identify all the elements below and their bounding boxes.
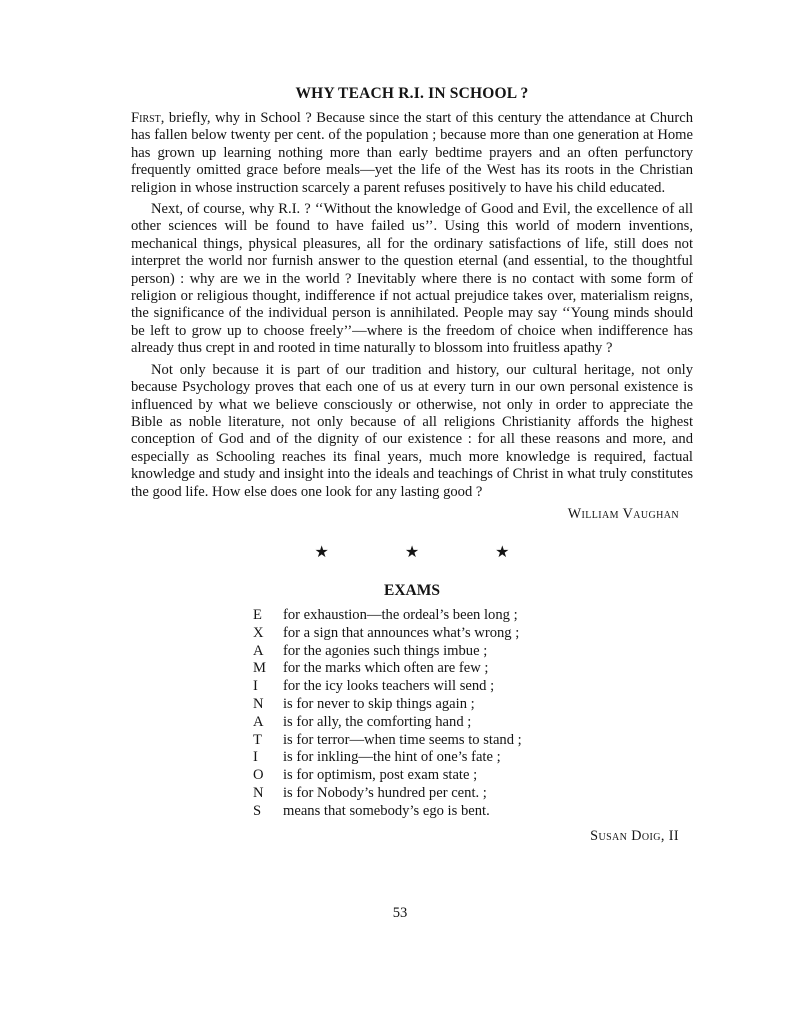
poem-line-text: for the marks which often are few ; xyxy=(283,660,489,677)
poem-line xyxy=(253,803,693,821)
article-paragraph-1 xyxy=(131,110,693,197)
acrostic-letter: I xyxy=(253,749,258,766)
acrostic-letter: A xyxy=(253,642,264,659)
poem-title: EXAMS xyxy=(384,581,440,599)
poem-line-text: is for Nobody’s hundred per cent. ; xyxy=(283,784,487,801)
poem-line-text: for the icy looks teachers will send ; xyxy=(283,678,495,695)
poem-line-text: is for inkling—the hint of one’s fate ; xyxy=(283,749,501,766)
poem xyxy=(253,607,693,821)
acrostic-letter: N xyxy=(253,784,264,801)
acrostic-letter: E xyxy=(253,606,262,623)
acrostic-letter: O xyxy=(253,767,264,784)
acrostic-letter: I xyxy=(253,678,258,695)
acrostic-letter: T xyxy=(253,731,262,748)
page-number: 53 xyxy=(392,905,408,921)
poem-author: Susan Doig, II xyxy=(590,827,679,844)
poem-line-text: for the agonies such things imbue ; xyxy=(283,642,488,659)
poem-line xyxy=(253,714,693,732)
poem-line-text: is for ally, the comforting hand ; xyxy=(283,713,472,730)
poem-line xyxy=(253,732,693,750)
acrostic-letter: M xyxy=(253,660,266,677)
acrostic-letter: A xyxy=(253,713,264,730)
first-word: First xyxy=(131,110,161,126)
poem-line-text: is for never to skip things again ; xyxy=(283,695,475,712)
page-content xyxy=(131,84,693,845)
poem-line xyxy=(253,643,693,661)
poem-line xyxy=(253,767,693,785)
section-separator: ★ ★ ★ xyxy=(314,543,546,561)
poem-line xyxy=(253,678,693,696)
acrostic-letter: S xyxy=(253,802,262,819)
article-paragraph-2: Next, of course, why R.I. ? ‘‘Without the knowledge of Good and Evil, the excellence of all other sciences will be found to have failed us’’. Using this world of modern inventions, mechanical things, physical pleasures, all for the ordinary satisfactions of life, still does not interpret the world nor furnish answer to the question eternal (and essential, to the thoughtful person) : why are we in the world ? Inevitably where there is no contact with some form of religion or religious thought, indifference if not actual prejudice takes over, materialism reigns, the significance of the individual person is annihilated. People may say ‘‘Young minds should be left to grow up to choose freely’’—where is the freedom of choice when indifference has already thus crept in and rooted in time naturally to blossom into fruitless apathy ? xyxy=(131,201,693,357)
article-author: William Vaughan xyxy=(567,505,679,522)
acrostic-letter: N xyxy=(253,695,264,712)
poem-line xyxy=(253,696,693,714)
poem-line-text: means that somebody’s ego is bent. xyxy=(283,802,490,819)
poem-line-text: for exhaustion—the ordeal’s been long ; xyxy=(283,606,518,623)
poem-line-text: for a sign that announces what’s wrong ; xyxy=(283,624,520,641)
article-title: WHY TEACH R.I. IN SCHOOL ? xyxy=(295,85,529,102)
article-paragraph-3: Not only because it is part of our tradition and history, our cultural heritage, not only because Psychology proves that each one of us at every turn in our own personal existence is influenced by what we believe consciously or otherwise, not only in order to appreciate the Bible as noble literature, not only because of all religions Christianity affords the highest conception of God and of the dignity of our existence : for all these reasons and more, and especially as Schooling reaches its final years, much more knowledge is required, factual knowledge and study and insight into the ideals and teachings of Christ in what truly constitutes the good life. How else does one look for any lasting good ? xyxy=(131,361,693,500)
poem-line xyxy=(253,749,693,767)
poem-line xyxy=(253,660,693,678)
paragraph-1-text: , briefly, why in School ? Because since the start of this century the attendance at Church has fallen below twenty per cent. of the population ; because more than one generation at Home has grown up learning nothing more than early bedtime prayers and an often perfunctory frequently omitted grace before meals—yet the life of the West has its roots in the Christian religion in whose instruction scarcely a parent refuses positively to have his child educated. xyxy=(131,110,693,196)
poem-line xyxy=(253,607,693,625)
poem-line-text: is for optimism, post exam state ; xyxy=(283,767,478,784)
poem-line xyxy=(253,625,693,643)
poem-line xyxy=(253,785,693,803)
acrostic-letter: X xyxy=(253,624,264,641)
poem-line-text: is for terror—when time seems to stand ; xyxy=(283,731,522,748)
